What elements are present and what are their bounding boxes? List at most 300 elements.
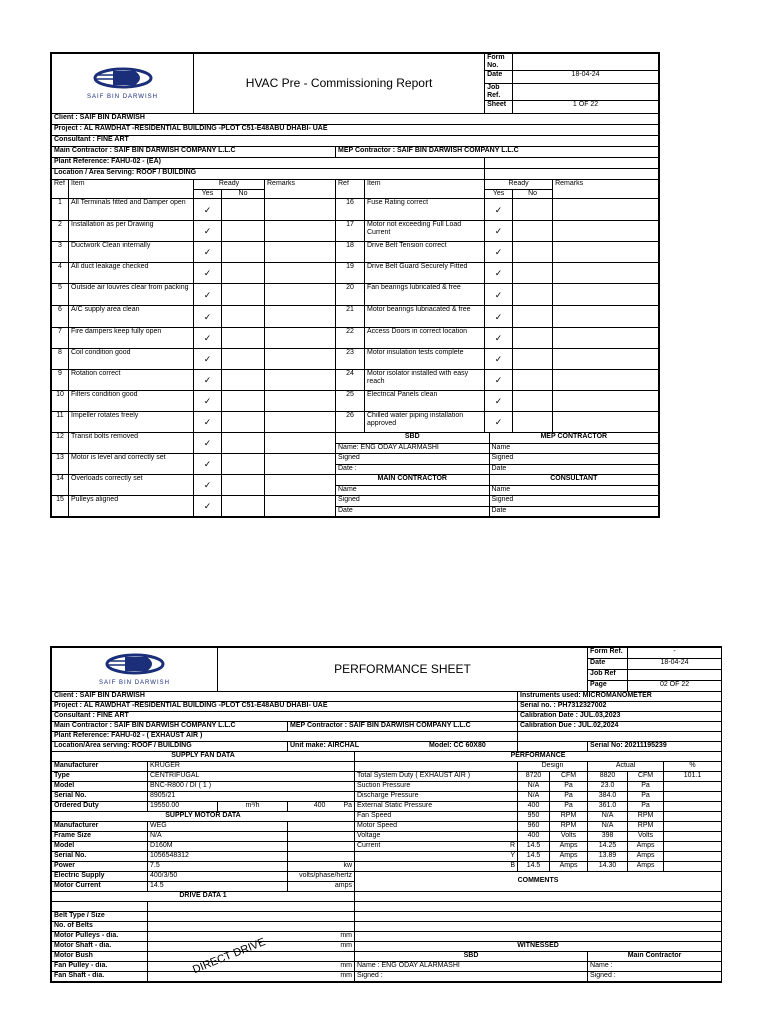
- item-ref: 9: [52, 370, 69, 391]
- meta-value: [628, 670, 722, 681]
- mep-signed: Signed: [489, 454, 658, 464]
- item-ref: 17: [336, 221, 365, 242]
- meta-label: Job Ref: [588, 670, 628, 681]
- item-text: Motor insulation tests complete: [365, 349, 485, 370]
- main-name: Name: [336, 485, 489, 495]
- design-value: 400: [518, 802, 550, 812]
- phase-label: R: [509, 842, 515, 849]
- motor-unit: [288, 842, 355, 852]
- drive-unit: mm: [148, 962, 355, 972]
- meta-value: 02 OF 22: [628, 681, 722, 692]
- motor-value: 7.5: [148, 862, 288, 872]
- perf-label-text: Fan Speed: [357, 812, 392, 819]
- perf-label-text: Discharge Pressure: [357, 792, 419, 799]
- logo-mark-icon: [85, 653, 185, 677]
- design-unit: Pa: [550, 792, 588, 802]
- mep-date: Date: [489, 464, 658, 474]
- actual-value: 13.89: [588, 852, 628, 862]
- item-text: Access Doors in correct location: [365, 328, 485, 349]
- no-header: No: [513, 190, 553, 199]
- item-text: Motor isolator installed with easy reach: [365, 370, 485, 391]
- report-title: HVAC Pre - Commissioning Report: [194, 54, 485, 114]
- consultant-date: Date: [489, 506, 658, 516]
- fan-label: Serial No.: [52, 792, 148, 802]
- supply-motor-header: SUPPLY MOTOR DATA: [52, 812, 355, 822]
- item-text: Transit bolts removed: [69, 433, 194, 454]
- check-mark: ✓: [485, 412, 513, 433]
- calibration-due-line: Calibration Due : JUL.02,2024: [518, 722, 722, 732]
- direct-drive-stamp: DIRECT DRIVE: [191, 935, 268, 977]
- logo-mark-icon: [73, 67, 173, 91]
- item-ref: 2: [52, 221, 69, 242]
- table-row: [52, 952, 722, 962]
- comments-cell: [355, 902, 722, 912]
- consultant-line: Consultant : FINE ART: [52, 712, 518, 722]
- remarks-cell: [553, 370, 659, 391]
- checklist-row: [52, 199, 659, 221]
- design-value: 8720: [518, 772, 550, 782]
- checklist-row: [52, 242, 659, 263]
- check-mark: ✓: [485, 242, 513, 263]
- item-text: Installation as per Drawing: [69, 221, 194, 242]
- meta-label: Page: [588, 681, 628, 692]
- no-cell: [222, 475, 265, 496]
- remarks-cell: [265, 412, 336, 433]
- item-text: Motor is level and correctly set: [69, 454, 194, 475]
- motor-value: 14.5: [148, 882, 288, 892]
- motor-unit: volts/phase/hertz: [288, 872, 355, 882]
- design-unit: Amps: [550, 842, 588, 852]
- item-ref: 15: [52, 496, 69, 517]
- comments-header: COMMENTS: [355, 872, 722, 892]
- motor-value: 1056548312: [148, 852, 288, 862]
- motor-value: 400/3/50: [148, 872, 288, 882]
- item-text: All Terminals fitted and Damper open: [69, 199, 194, 221]
- sbd-signed: Signed :: [355, 972, 588, 982]
- project-line: Project : AL RAWDHAT -RESIDENTIAL BUILDING -PLOT C51-E48ABU DHABI- UAE: [52, 702, 518, 712]
- performance-header: PERFORMANCE: [355, 752, 722, 762]
- drive-label: No. of Belts: [52, 922, 148, 932]
- motor-label: Frame Size: [52, 832, 148, 842]
- no-cell: [222, 433, 265, 454]
- remarks-header: Remarks: [265, 180, 336, 199]
- table-row: [52, 782, 722, 792]
- sbd-header: SBD: [336, 433, 489, 443]
- design-unit: Volts: [550, 832, 588, 842]
- mep-contractor-header: MEP CONTRACTOR: [489, 433, 658, 443]
- no-cell: [513, 349, 553, 370]
- mep-contractor-line: MEP Contractor : SAIF BIN DARWISH COMPANY L.L.C: [288, 722, 518, 732]
- actual-value: 23.0: [588, 782, 628, 792]
- checklist-row: [52, 349, 659, 370]
- remarks-cell: [265, 433, 336, 454]
- fan-value: KRUGER: [148, 762, 355, 772]
- motor-label: Motor Current: [52, 882, 148, 892]
- ordered-duty-unit2: Pa: [343, 802, 352, 809]
- company-name: SAIF BIN DARWISH: [87, 93, 158, 100]
- checklist-row: [52, 221, 659, 242]
- table-row: [52, 932, 722, 942]
- mep-contractor-line: MEP Contractor : SAIF BIN DARWISH COMPANY L.L.C: [336, 147, 659, 158]
- drive-unit: [148, 902, 355, 912]
- drive-unit: [148, 912, 355, 922]
- consultant-line: Consultant : FINE ART: [52, 136, 659, 147]
- check-mark: ✓: [485, 284, 513, 306]
- perf-label-text: Voltage: [357, 832, 381, 839]
- instruments-line: Instruments used: MICROMANOMETER: [518, 692, 722, 702]
- performance-sheet: [50, 646, 722, 983]
- table-row: [52, 862, 722, 872]
- item-ref: 22: [336, 328, 365, 349]
- item-text: All duct leakage checked: [69, 263, 194, 284]
- signature-block: [336, 433, 659, 454]
- main-name: Name :: [588, 962, 722, 972]
- actual-unit: Pa: [628, 802, 664, 812]
- check-mark: ✓: [194, 284, 222, 306]
- no-cell: [513, 284, 553, 306]
- remarks-cell: [553, 199, 659, 221]
- table-row: [52, 892, 722, 902]
- check-mark: ✓: [485, 263, 513, 284]
- remarks-cell: [553, 349, 659, 370]
- table-row: [52, 962, 722, 972]
- actual-unit: Amps: [628, 862, 664, 872]
- company-logo: [52, 54, 194, 114]
- check-mark: ✓: [194, 391, 222, 412]
- motor-value: WEG: [148, 822, 288, 832]
- item-text: Motor not exceeding Full Load Current: [365, 221, 485, 242]
- motor-label: Serial No.: [52, 852, 148, 862]
- no-cell: [222, 412, 265, 433]
- item-ref: 1: [52, 199, 69, 221]
- consultant-header: CONSULTANT: [489, 475, 658, 485]
- no-cell: [222, 391, 265, 412]
- item-text: Drive Belt Tension correct: [365, 242, 485, 263]
- location-line: Location/Area serving: ROOF / BUILDING: [52, 742, 288, 752]
- item-header: Item: [69, 180, 194, 199]
- actual-value: 398: [588, 832, 628, 842]
- table-row: [52, 922, 722, 932]
- calibration-date-line: Calibration Date : JUL.03,2023: [518, 712, 722, 722]
- table-row: [52, 942, 722, 952]
- table-row: [52, 872, 722, 882]
- remarks-cell: [265, 284, 336, 306]
- no-cell: [513, 391, 553, 412]
- item-text: Fan bearings lubricated & free: [365, 284, 485, 306]
- perf-label: [355, 852, 518, 862]
- item-text: Ductwork Clean internally: [69, 242, 194, 263]
- item-ref: 20: [336, 284, 365, 306]
- check-mark: ✓: [194, 328, 222, 349]
- item-ref: 4: [52, 263, 69, 284]
- main-contractor-header: MAIN CONTRACTOR: [336, 475, 489, 485]
- location-line: Location / Area Serving: ROOF / BUILDING: [52, 169, 485, 180]
- checklist-row: [52, 496, 659, 517]
- company-name: SAIF BIN DARWISH: [99, 679, 170, 686]
- check-mark: ✓: [194, 306, 222, 328]
- main-contractor-line: Main Contractor : SAIF BIN DARWISH COMPANY L.L.C: [52, 722, 288, 732]
- perf-label-text: Current: [357, 842, 381, 849]
- no-header: No: [222, 190, 265, 199]
- item-ref: 26: [336, 412, 365, 433]
- fan-value: BNC-R800 / DI ( 1 ): [148, 782, 355, 792]
- drive-unit: mm: [148, 972, 355, 982]
- consultant-signed: Signed: [489, 496, 658, 506]
- design-value: N/A: [518, 792, 550, 802]
- item-text: Chilled water piping installation approved: [365, 412, 485, 433]
- meta-value: [513, 54, 659, 71]
- item-ref: 24: [336, 370, 365, 391]
- actual-unit: Volts: [628, 832, 664, 842]
- actual-unit: CFM: [628, 772, 664, 782]
- item-ref: 6: [52, 306, 69, 328]
- check-mark: ✓: [485, 328, 513, 349]
- item-text: Impeller rotates freely: [69, 412, 194, 433]
- drive-label: Motor Shaft - dia.: [52, 942, 148, 952]
- item-text: Drive Belt Guard Securely Fitted: [365, 263, 485, 284]
- item-text: Filters condition good: [69, 391, 194, 412]
- witnessed-header: WITNESSED: [355, 942, 722, 952]
- design-header: Design: [518, 762, 588, 772]
- check-mark: ✓: [485, 370, 513, 391]
- remarks-cell: [553, 263, 659, 284]
- perf-label: [355, 812, 518, 822]
- comments-cell: [355, 932, 722, 942]
- no-cell: [222, 328, 265, 349]
- pre-commissioning-report: [50, 52, 660, 518]
- percent-value: [664, 812, 722, 822]
- no-cell: [222, 496, 265, 517]
- item-header: Item: [365, 180, 485, 199]
- actual-value: N/A: [588, 822, 628, 832]
- perf-label: [355, 782, 518, 792]
- plant-reference: Plant Reference: FAHU-02 - (EA): [52, 158, 485, 169]
- check-mark: ✓: [194, 496, 222, 517]
- check-mark: ✓: [194, 475, 222, 496]
- perf-label: [355, 772, 518, 782]
- motor-label: Manufacturer: [52, 822, 148, 832]
- table-row: [52, 832, 722, 842]
- phase-label: Y: [510, 852, 515, 859]
- no-cell: [222, 349, 265, 370]
- actual-unit: RPM: [628, 812, 664, 822]
- ready-header: Ready: [194, 180, 265, 190]
- actual-header: Actual: [588, 762, 664, 772]
- drive-label: [52, 902, 148, 912]
- remarks-cell: [265, 221, 336, 242]
- main-signed: Signed: [336, 496, 489, 506]
- no-cell: [222, 263, 265, 284]
- item-ref: 23: [336, 349, 365, 370]
- design-value: 14.5: [518, 862, 550, 872]
- check-mark: ✓: [194, 242, 222, 263]
- percent-value: [664, 802, 722, 812]
- supply-fan-header: SUPPLY FAN DATA: [52, 752, 355, 762]
- design-unit: Pa: [550, 782, 588, 792]
- actual-unit: Amps: [628, 842, 664, 852]
- item-ref: 14: [52, 475, 69, 496]
- actual-unit: Pa: [628, 782, 664, 792]
- no-cell: [513, 306, 553, 328]
- ordered-duty-label: Ordered Duty: [52, 802, 148, 812]
- item-text: Fuse Rating correct: [365, 199, 485, 221]
- fan-label: Manufacturer: [52, 762, 148, 772]
- drive-label: Motor Pulleys - dia.: [52, 932, 148, 942]
- remarks-cell: [265, 349, 336, 370]
- check-mark: ✓: [194, 370, 222, 391]
- perf-label-text: Motor Speed: [357, 822, 398, 829]
- comments-cell: [355, 922, 722, 932]
- ref-header: Ref: [52, 180, 69, 199]
- client-line: Client : SAIF BIN DARWISH: [52, 114, 659, 125]
- design-value: N/A: [518, 782, 550, 792]
- motor-unit: amps: [288, 882, 355, 892]
- design-unit: CFM: [550, 772, 588, 782]
- ordered-duty-value: 19550.00: [148, 802, 218, 812]
- yes-header: Yes: [485, 190, 513, 199]
- design-value: 950: [518, 812, 550, 822]
- performance-title: PERFORMANCE SHEET: [218, 648, 588, 692]
- percent-value: [664, 792, 722, 802]
- table-row: [52, 912, 722, 922]
- item-text: Outside air louvres clear from packing: [69, 284, 194, 306]
- remarks-cell: [265, 454, 336, 475]
- no-cell: [513, 412, 553, 433]
- item-ref: 19: [336, 263, 365, 284]
- serial-header: Serial No: 20211195239: [588, 742, 722, 752]
- remarks-cell: [553, 412, 659, 433]
- phase-label: B: [510, 862, 515, 869]
- yes-header: Yes: [194, 190, 222, 199]
- ordered-duty-value2: 400: [313, 802, 326, 809]
- actual-unit: Amps: [628, 852, 664, 862]
- checklist-row: [52, 370, 659, 391]
- actual-value: N/A: [588, 812, 628, 822]
- remarks-cell: [553, 242, 659, 263]
- item-text: Overloads correctly set: [69, 475, 194, 496]
- main-date: Date: [336, 506, 489, 516]
- perf-label-text: External Static Pressure: [357, 802, 433, 809]
- remarks-cell: [265, 199, 336, 221]
- perf-label: [355, 792, 518, 802]
- remarks-cell: [553, 306, 659, 328]
- actual-unit: Pa: [628, 792, 664, 802]
- motor-unit: [288, 852, 355, 862]
- drive-label: Belt Type / Size: [52, 912, 148, 922]
- fan-label: Model: [52, 782, 148, 792]
- main-contractor-header: Main Contractor: [588, 952, 722, 962]
- remarks-cell: [265, 328, 336, 349]
- remarks-cell: [265, 496, 336, 517]
- item-text: Electrical Panels clean: [365, 391, 485, 412]
- meta-label: Job Ref.: [485, 84, 513, 101]
- signature-block: [336, 496, 659, 517]
- ordered-duty-unit: m³/h: [218, 802, 288, 812]
- table-row: [52, 902, 722, 912]
- item-text: A/C supply area clean: [69, 306, 194, 328]
- checklist-row: [52, 328, 659, 349]
- perf-label: [355, 842, 518, 852]
- remarks-cell: [265, 475, 336, 496]
- percent-value: [664, 822, 722, 832]
- percent-header: %: [664, 762, 722, 772]
- signature-block: [336, 475, 659, 496]
- no-cell: [222, 284, 265, 306]
- actual-value: 14.30: [588, 862, 628, 872]
- drive-header: DRIVE DATA 1: [52, 892, 355, 902]
- remarks-cell: [265, 391, 336, 412]
- drive-unit: mm: [148, 932, 355, 942]
- check-mark: ✓: [194, 221, 222, 242]
- mep-name: Name: [489, 443, 658, 453]
- percent-value: [664, 842, 722, 852]
- motor-unit: kw: [288, 862, 355, 872]
- table-row: [52, 842, 722, 852]
- remarks-header: Remarks: [553, 180, 659, 199]
- meta-value: 18-04-24: [628, 659, 722, 670]
- checklist-row: [52, 433, 659, 454]
- design-unit: Amps: [550, 862, 588, 872]
- meta-label: Form Ref.: [588, 648, 628, 659]
- checklist-row: [52, 284, 659, 306]
- table-row: [52, 772, 722, 782]
- check-mark: ✓: [194, 454, 222, 475]
- item-ref: 11: [52, 412, 69, 433]
- checklist-row: [52, 475, 659, 496]
- item-ref: 21: [336, 306, 365, 328]
- actual-value: 361.0: [588, 802, 628, 812]
- item-ref: 8: [52, 349, 69, 370]
- main-signed: Signed :: [588, 972, 722, 982]
- fan-label: Type: [52, 772, 148, 782]
- remarks-cell: [553, 284, 659, 306]
- fan-value: 8905/21: [148, 792, 355, 802]
- ref-header: Ref: [336, 180, 365, 199]
- check-mark: ✓: [194, 433, 222, 454]
- design-value: 14.5: [518, 852, 550, 862]
- perf-label-text: Total System Duty ( EXHAUST AIR ): [357, 772, 471, 779]
- check-mark: ✓: [485, 306, 513, 328]
- table-row: [52, 852, 722, 862]
- perf-label-text: Suction Pressure: [357, 782, 411, 789]
- sbd-signed: Signed: [336, 454, 489, 464]
- item-ref: 10: [52, 391, 69, 412]
- item-ref: 7: [52, 328, 69, 349]
- table-row: [52, 822, 722, 832]
- table-row: [52, 792, 722, 802]
- no-cell: [222, 199, 265, 221]
- meta-value: -: [628, 648, 722, 659]
- meta-value: [513, 84, 659, 101]
- drive-label: Motor Bush: [52, 952, 148, 962]
- no-cell: [513, 370, 553, 391]
- motor-label: Model: [52, 842, 148, 852]
- no-cell: [222, 370, 265, 391]
- no-cell: [513, 221, 553, 242]
- sbd-date: Date :: [336, 464, 489, 474]
- table-row: [52, 812, 722, 822]
- no-cell: [513, 328, 553, 349]
- check-mark: ✓: [194, 349, 222, 370]
- serial-no-line: Serial no. : PH7312327002: [518, 702, 722, 712]
- client-line: Client : SAIF BIN DARWISH: [52, 692, 518, 702]
- design-unit: Pa: [550, 802, 588, 812]
- no-cell: [222, 221, 265, 242]
- checklist-row: [52, 263, 659, 284]
- check-mark: ✓: [194, 412, 222, 433]
- percent-value: [664, 832, 722, 842]
- unit-make-line: Unit make: AIRCHAL Model: CC 60X80: [288, 742, 518, 752]
